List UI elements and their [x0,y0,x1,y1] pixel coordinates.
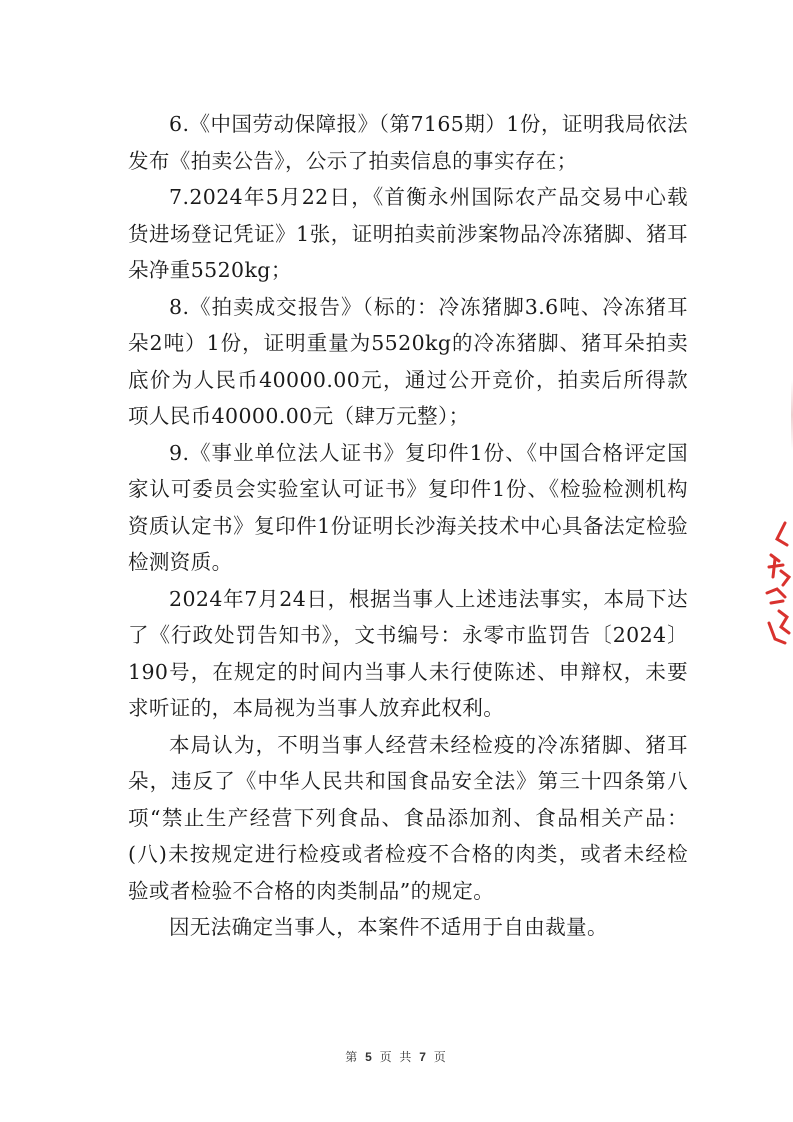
red-seal-fragment-icon [757,515,793,650]
total-pages-number: 7 [419,1050,428,1064]
evidence-item-7: 7.2024年5月22日，《首衡永州国际农产品交易中心载货进场登记凭证》1张，证明拍卖前涉案物品冷冻猪脚、猪耳朵净重5520kg； [128,185,688,282]
document-body [128,106,688,946]
page-number-footer [0,1048,793,1065]
footer-prefix: 第 [345,1050,360,1064]
current-page-number: 5 [365,1050,374,1064]
evidence-item-9: 9.《事业单位法人证书》复印件1份、《中国合格评定国家认可委员会实验室认可证书》复印件1份、《检验检测机构资质认定书》复印件1份证明长沙海关技术中心具备法定检验检测资质。 [128,440,688,574]
discretion-paragraph: 因无法确定当事人，本案件不适用于自由裁量。 [169,915,608,939]
evidence-item-6: 6.《中国劳动保障报》（第7165期）1份，证明我局依法发布《拍卖公告》，公示了拍卖信息的事实存在； [128,112,688,173]
finding-paragraph: 本局认为，不明当事人经营未经检疫的冷冻猪脚、猪耳朵，违反了《中华人民共和国食品安全法》第三十四条第八项“禁止生产经营下列食品、食品添加剂、食品相关产品：(八)未按规定进行检疫或者检疫不合格的肉类，或者未经检验或者检验不合格的肉类制品”的规定。 [128,732,688,903]
footer-middle: 页 共 [379,1050,414,1064]
footer-suffix: 页 [433,1050,448,1064]
notice-paragraph: 2024年7月24日，根据当事人上述违法事实，本局下达了《行政处罚告知书》，文书编号：永零市监罚告〔2024〕190号，在规定的时间内当事人未行使陈述、申辩权，未要求听证的，本局视为当事人放弃此权利。 [128,586,688,720]
evidence-item-8: 8.《拍卖成交报告》（标的：冷冻猪脚3.6吨、冷冻猪耳朵2吨）1份，证明重量为5520kg的冷冻猪脚、猪耳朵拍卖底价为人民币40000.00元，通过公开竞价，拍卖后所得款项人民币40000.00元（肆万元整）； [128,294,688,428]
